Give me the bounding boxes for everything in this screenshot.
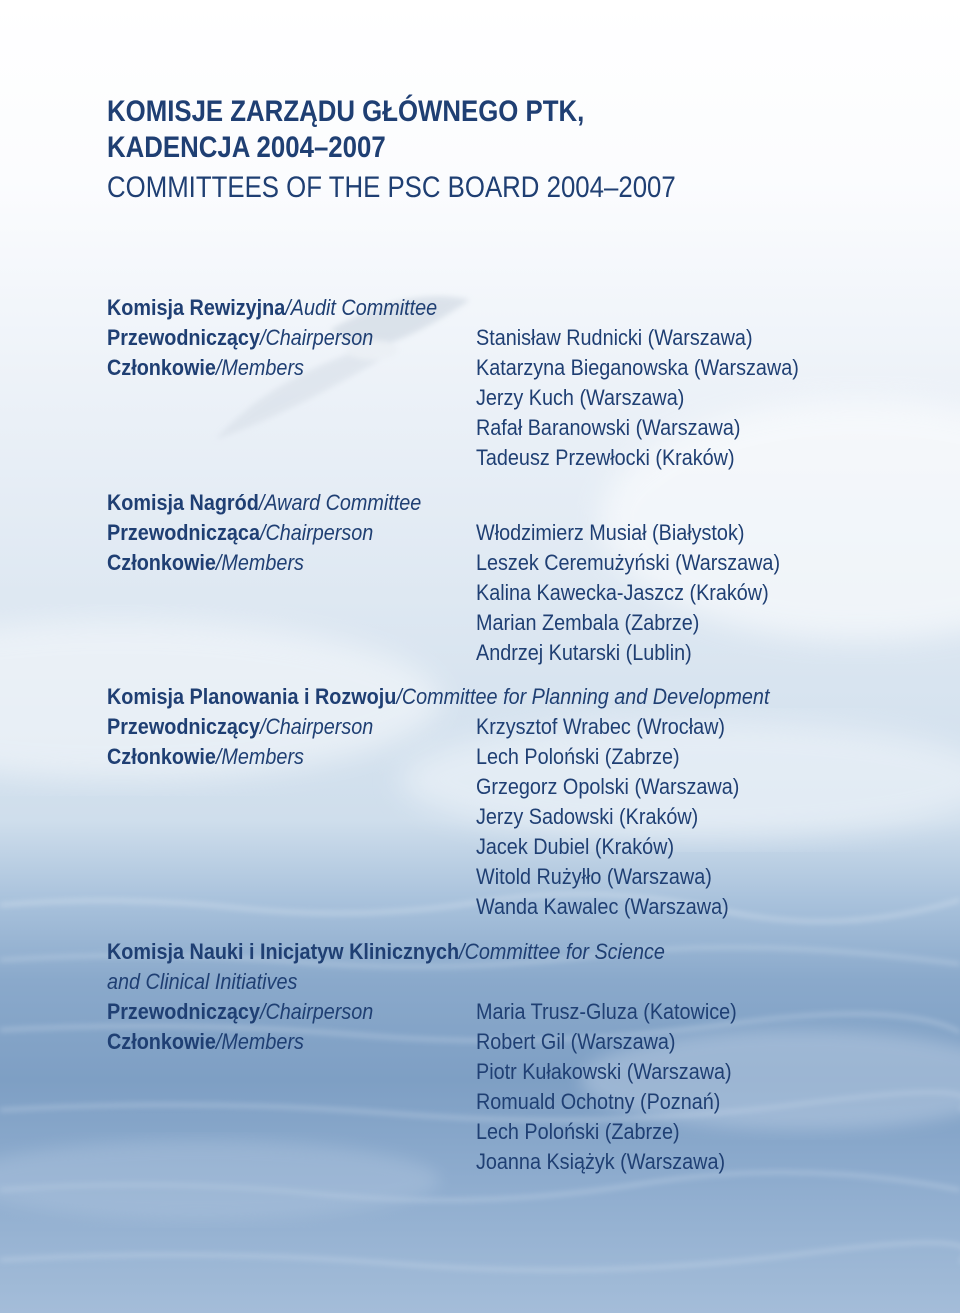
committee-heading: Komisja Rewizyjna/Audit Committee [107, 295, 438, 320]
member-name: Joanna Książyk (Warszawa) [476, 1149, 726, 1174]
committee-heading: Komisja Planowania i Rozwoju/Committee for Planning and Development [107, 684, 770, 709]
title-line-1: KOMISJE ZARZĄDU GŁÓWNEGO PTK, [107, 95, 585, 128]
chair-name: Maria Trusz-Gluza (Katowice) [476, 999, 737, 1024]
member-name: Lech Poloński (Zabrze) [476, 1119, 680, 1144]
page-subtitle: COMMITTEES OF THE PSC BOARD 2004–2007 [107, 171, 676, 204]
member-name: Lech Poloński (Zabrze) [476, 744, 680, 769]
member-name: Jerzy Kuch (Warszawa) [476, 385, 685, 410]
chair-name: Stanisław Rudnicki (Warszawa) [476, 325, 753, 350]
member-name: Rafał Baranowski (Warszawa) [476, 415, 741, 440]
members-label: Członkowie/Members [107, 355, 304, 380]
title-line-2: KADENCJA 2004–2007 [107, 131, 386, 164]
committee-heading: Komisja Nauki i Inicjatyw Klinicznych/Committee for Science [107, 939, 665, 964]
chair-name: Krzysztof Wrabec (Wrocław) [476, 714, 726, 739]
committee-heading: Komisja Nagród/Award Committee [107, 490, 422, 515]
member-name: Tadeusz Przewłocki (Kraków) [476, 445, 735, 470]
member-name: Piotr Kułakowski (Warszawa) [476, 1059, 732, 1084]
member-name: Marian Zembala (Zabrze) [476, 610, 700, 635]
member-name: Wanda Kawalec (Warszawa) [476, 894, 729, 919]
member-name: Leszek Ceremużyński (Warszawa) [476, 550, 781, 575]
member-name: Katarzyna Bieganowska (Warszawa) [476, 355, 799, 380]
chair-label: Przewodniczący/Chairperson [107, 999, 374, 1024]
member-name: Grzegorz Opolski (Warszawa) [476, 774, 740, 799]
member-name: Jacek Dubiel (Kraków) [476, 834, 675, 859]
member-name: Robert Gil (Warszawa) [476, 1029, 676, 1054]
members-label: Członkowie/Members [107, 1029, 304, 1054]
member-name: Romuald Ochotny (Poznań) [476, 1089, 721, 1114]
members-label: Członkowie/Members [107, 550, 304, 575]
page-title [107, 94, 584, 166]
member-name: Witold Rużyłło (Warszawa) [476, 864, 712, 889]
chair-label: Przewodniczący/Chairperson [107, 714, 374, 739]
member-name: Kalina Kawecka-Jaszcz (Kraków) [476, 580, 769, 605]
member-name: Jerzy Sadowski (Kraków) [476, 804, 699, 829]
chair-label: Przewodnicząca/Chairperson [107, 520, 374, 545]
committee-heading-continued: and Clinical Initiatives [107, 969, 298, 994]
members-label: Członkowie/Members [107, 744, 304, 769]
chair-label: Przewodniczący/Chairperson [107, 325, 374, 350]
chair-name: Włodzimierz Musiał (Białystok) [476, 520, 745, 545]
member-name: Andrzej Kutarski (Lublin) [476, 640, 692, 665]
